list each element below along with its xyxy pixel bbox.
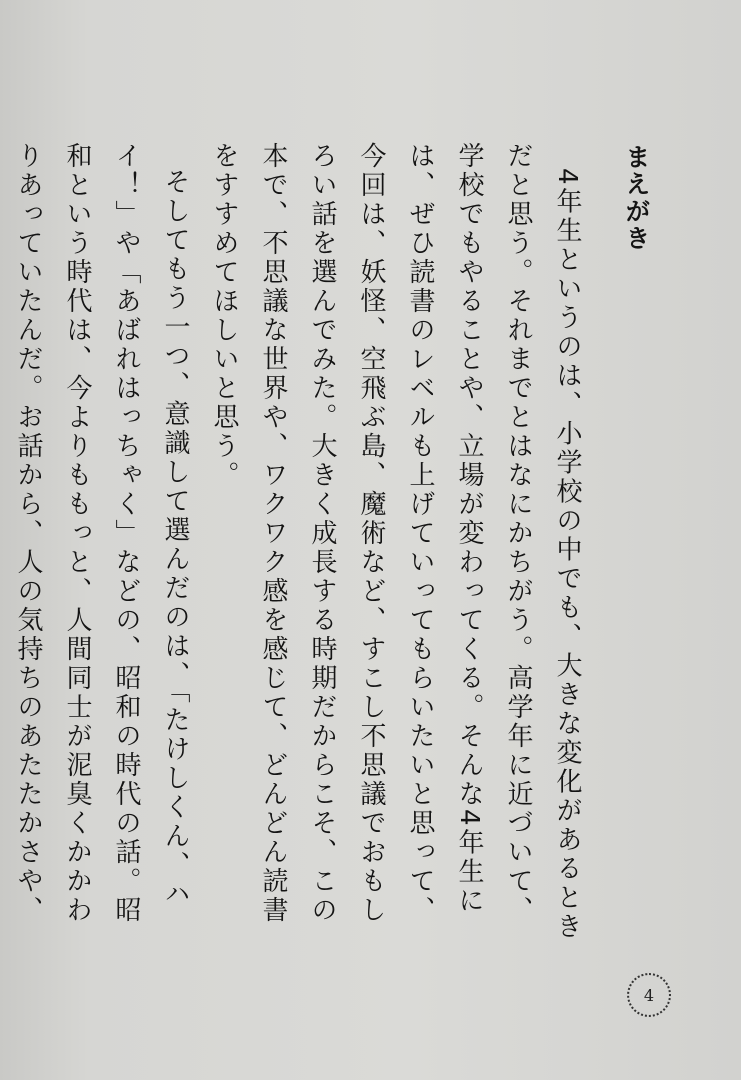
page-number: 4 xyxy=(627,973,671,1017)
preface-text xyxy=(0,142,649,942)
paragraph-2: そしてもう一つ、意識して選んだのは、「たけしくん、ハイ！」や「あばれはっちゃく」などの、昭和の時代の話。昭和という時代は、今よりももっと、人間同士が泥臭くかかわりあっていたんだ。お話から、人の気持ちのあたたかさや、 xyxy=(13,142,190,925)
paragraph-1: 4年生というのは、小学校の中でも、大きな変化があるときだと思う。それまでとはなにかちがう。高学年に近づいて、学校でもやることや、立場が変わってくる。そんな4年生には、ぜひ読書のレベルも上げていってもらいたいと思って、今回は、妖怪、空飛ぶ島、魔術など、すこし不思議でおもしろい話を選んでみた。大きく成長する時期だからこそ、この本で、不思議な世界や、ワクワク感を感じて、どんどん読書をすすめてほしいと思う。 xyxy=(209,142,582,942)
page-title: まえがき xyxy=(622,144,651,252)
